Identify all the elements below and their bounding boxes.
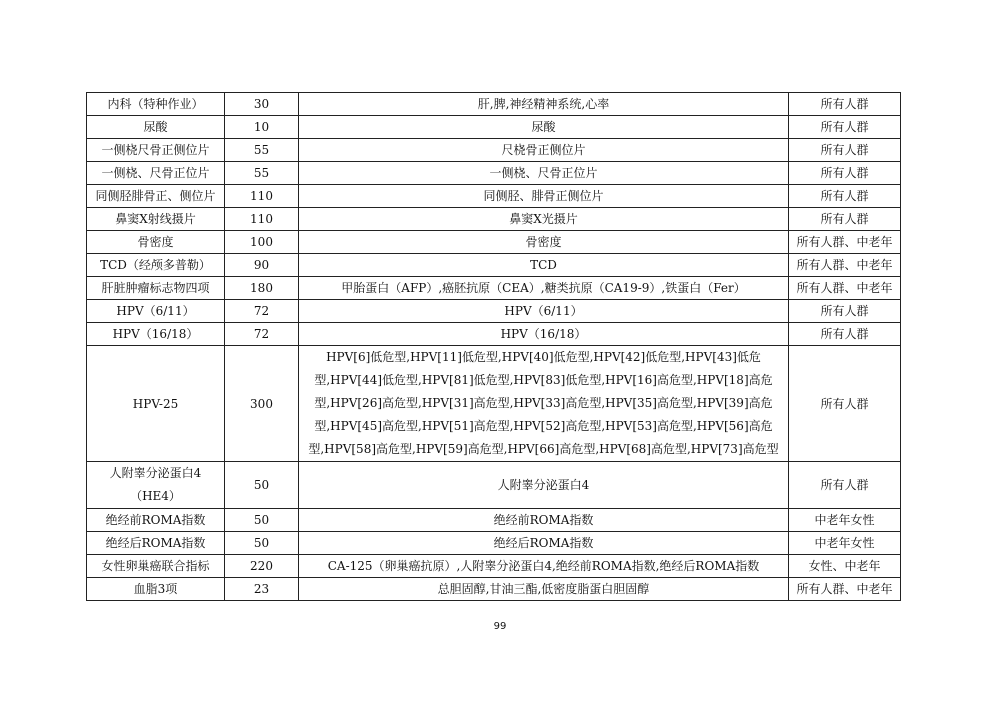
table-row xyxy=(87,323,901,346)
content-cell: HPV（16/18） xyxy=(299,323,789,346)
content-cell: 尿酸 xyxy=(299,116,789,139)
table-row xyxy=(87,509,901,532)
table-row xyxy=(87,162,901,185)
content-cell: TCD xyxy=(299,254,789,277)
table-row xyxy=(87,185,901,208)
item-name-cell: 内科（特种作业） xyxy=(87,93,225,116)
item-name-cell: 一侧桡、尺骨正位片 xyxy=(87,162,225,185)
table-row xyxy=(87,254,901,277)
price-cell: 220 xyxy=(225,555,299,578)
price-cell: 90 xyxy=(225,254,299,277)
price-cell: 110 xyxy=(225,208,299,231)
price-cell: 50 xyxy=(225,532,299,555)
item-name-cell: 人附睾分泌蛋白4（HE4） xyxy=(87,462,225,509)
item-name-cell: 一侧桡尺骨正侧位片 xyxy=(87,139,225,162)
price-cell: 23 xyxy=(225,578,299,601)
population-cell: 所有人群 xyxy=(789,93,901,116)
price-cell: 180 xyxy=(225,277,299,300)
table-row xyxy=(87,231,901,254)
content-cell: 同侧胫、腓骨正侧位片 xyxy=(299,185,789,208)
page-number: 99 xyxy=(493,621,507,632)
content-cell: 尺桡骨正侧位片 xyxy=(299,139,789,162)
population-cell: 所有人群 xyxy=(789,300,901,323)
table-row xyxy=(87,578,901,601)
table-row xyxy=(87,93,901,116)
item-name-cell: 肝脏肿瘤标志物四项 xyxy=(87,277,225,300)
item-name-cell: TCD（经颅多普勒） xyxy=(87,254,225,277)
item-name-cell: 绝经前ROMA指数 xyxy=(87,509,225,532)
table-row xyxy=(87,532,901,555)
population-cell: 所有人群、中老年 xyxy=(789,231,901,254)
item-name-cell: 鼻窦X射线摄片 xyxy=(87,208,225,231)
item-name-cell: 绝经后ROMA指数 xyxy=(87,532,225,555)
population-cell: 所有人群 xyxy=(789,323,901,346)
price-cell: 55 xyxy=(225,139,299,162)
item-name-cell: HPV-25 xyxy=(87,346,225,462)
price-cell: 10 xyxy=(225,116,299,139)
price-cell: 72 xyxy=(225,323,299,346)
population-cell: 中老年女性 xyxy=(789,532,901,555)
price-cell: 100 xyxy=(225,231,299,254)
price-cell: 50 xyxy=(225,509,299,532)
population-cell: 所有人群、中老年 xyxy=(789,254,901,277)
table-row xyxy=(87,277,901,300)
content-cell: HPV[6]低危型,HPV[11]低危型,HPV[40]低危型,HPV[42]低危型,HPV[43]低危型,HPV[44]低危型,HPV[81]低危型,HPV[83]低危型,HPV[16]高危型,HPV[18]高危型,HPV[26]高危型,HPV[31]高危型,HPV[33]高危型,HPV[35]高危型,HPV[39]高危型,HPV[45]高危型,HPV[51]高危型,HPV[52]高危型,HPV[53]高危型,HPV[56]高危型,HPV[58]高危型,HPV[59]高危型,HPV[66]高危型,HPV[68]高危型,HPV[73]高危型 xyxy=(299,346,789,462)
content-cell: 甲胎蛋白（AFP）,癌胚抗原（CEA）,糖类抗原（CA19-9）,铁蛋白（Fer） xyxy=(299,277,789,300)
content-cell: CA-125（卵巢癌抗原）,人附睾分泌蛋白4,绝经前ROMA指数,绝经后ROMA指数 xyxy=(299,555,789,578)
item-name-cell: HPV（6/11） xyxy=(87,300,225,323)
price-cell: 110 xyxy=(225,185,299,208)
table-row xyxy=(87,208,901,231)
table-row xyxy=(87,555,901,578)
population-cell: 所有人群 xyxy=(789,462,901,509)
item-name-cell: 血脂3项 xyxy=(87,578,225,601)
price-cell: 30 xyxy=(225,93,299,116)
table-row xyxy=(87,116,901,139)
table-row xyxy=(87,300,901,323)
item-name-cell: 骨密度 xyxy=(87,231,225,254)
content-cell: 人附睾分泌蛋白4 xyxy=(299,462,789,509)
population-cell: 所有人群 xyxy=(789,208,901,231)
population-cell: 女性、中老年 xyxy=(789,555,901,578)
item-name-cell: 尿酸 xyxy=(87,116,225,139)
population-cell: 所有人群 xyxy=(789,162,901,185)
population-cell: 所有人群 xyxy=(789,185,901,208)
content-cell: HPV（6/11） xyxy=(299,300,789,323)
content-cell: 一侧桡、尺骨正位片 xyxy=(299,162,789,185)
content-cell: 骨密度 xyxy=(299,231,789,254)
population-cell: 所有人群 xyxy=(789,116,901,139)
exam-items-table xyxy=(86,92,901,601)
population-cell: 所有人群、中老年 xyxy=(789,277,901,300)
content-cell: 肝,脾,神经精神系统,心率 xyxy=(299,93,789,116)
item-name-cell: HPV（16/18） xyxy=(87,323,225,346)
table-row xyxy=(87,139,901,162)
item-name-cell: 同侧胫腓骨正、侧位片 xyxy=(87,185,225,208)
price-cell: 50 xyxy=(225,462,299,509)
item-name-cell: 女性卵巢癌联合指标 xyxy=(87,555,225,578)
content-cell: 鼻窦X光摄片 xyxy=(299,208,789,231)
content-cell: 绝经前ROMA指数 xyxy=(299,509,789,532)
population-cell: 所有人群 xyxy=(789,139,901,162)
table-row xyxy=(87,346,901,462)
price-cell: 55 xyxy=(225,162,299,185)
price-cell: 72 xyxy=(225,300,299,323)
population-cell: 所有人群 xyxy=(789,346,901,462)
content-cell: 总胆固醇,甘油三酯,低密度脂蛋白胆固醇 xyxy=(299,578,789,601)
population-cell: 中老年女性 xyxy=(789,509,901,532)
table-row xyxy=(87,462,901,509)
price-cell: 300 xyxy=(225,346,299,462)
population-cell: 所有人群、中老年 xyxy=(789,578,901,601)
content-cell: 绝经后ROMA指数 xyxy=(299,532,789,555)
